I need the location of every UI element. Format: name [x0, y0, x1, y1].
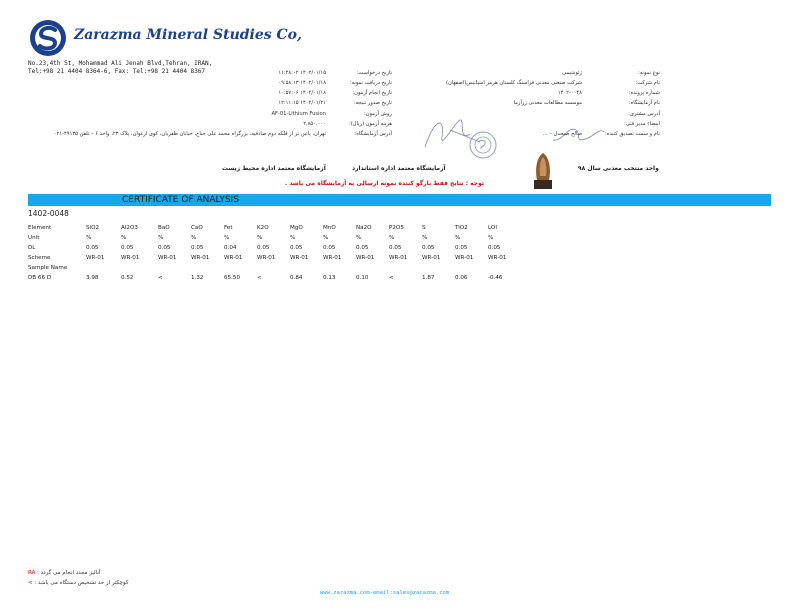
table-cell: % [191, 235, 197, 241]
info-value: ژئوشیمی [562, 70, 582, 76]
table-cell: WR-01 [356, 255, 375, 261]
info-label: امضاء مدیر فنی: [624, 121, 660, 127]
info-label: آدرس مشتری: [628, 111, 660, 117]
table-cell: 0.06 [455, 275, 468, 281]
report-number: 1402-0048 [28, 209, 69, 218]
company-phone: Tel:+98 21 4404 8364-6, Fax: Tel:+98 21 4404 8367 [28, 68, 206, 75]
table-cell: MnO [323, 225, 336, 231]
sample-row [28, 274, 548, 283]
table-cell: % [121, 235, 127, 241]
info-label: آدرس آزمایشگاه: [354, 131, 392, 137]
table-cell: WR-01 [422, 255, 441, 261]
info-label: نام و سمت تصدیق کننده: [604, 131, 660, 137]
info-value: ۱۴۰۲/۰۱/۱۸ ۰۹:۵۸:۱۳ [278, 80, 326, 86]
info-value: ۱۴۰۲-۰۰۴۸ [557, 90, 582, 96]
table-cell: 0.05 [488, 245, 501, 251]
table-cell: 0.84 [290, 275, 303, 281]
table-cell: 0.05 [290, 245, 303, 251]
table-cell: 0.05 [121, 245, 134, 251]
table-cell: 0.05 [422, 245, 435, 251]
table-cell: 0.05 [257, 245, 270, 251]
table-cell: CaO [191, 225, 203, 231]
table-cell: 1.87 [422, 275, 435, 281]
info-label: نوع نمونه: [638, 70, 660, 76]
company-name: Zarazma Mineral Studies Co, [74, 27, 302, 43]
info-label: تاریخ انجام آزمون: [352, 90, 392, 96]
trophy-icon [530, 150, 556, 190]
table-cell: % [455, 235, 461, 241]
notice-text: توجه : نتایج فقط بازگو کننده نمونه ارسالی به آزمایشگاه می باشد . [285, 180, 485, 187]
info-label: شماره پرونده: [628, 90, 660, 96]
table-cell: WR-01 [389, 255, 408, 261]
row-label: Scheme [28, 255, 51, 261]
info-value: AF-01-Lithium Fusion [271, 111, 326, 117]
company-address: No.23,4th St, Mohammad Ali Jenah Blvd,Tehran, IRAN, [28, 60, 213, 67]
info-label: روش آزمون: [364, 111, 392, 117]
table-cell: < [389, 275, 394, 281]
table-cell: WR-01 [224, 255, 243, 261]
table-cell: WR-01 [323, 255, 342, 261]
row-label: DB 66 D [28, 275, 52, 281]
scheme-row [28, 254, 548, 263]
table-cell: WR-01 [257, 255, 276, 261]
row-label: DL [28, 245, 36, 251]
table-cell: 0.05 [158, 245, 171, 251]
table-cell: 0.05 [389, 245, 402, 251]
info-value: ۲,۸۵۰,۰۰۰ [303, 121, 326, 127]
table-cell: K2O [257, 225, 269, 231]
table-cell: SiO2 [86, 225, 100, 231]
table-cell: Na2O [356, 225, 372, 231]
table-cell: 0.05 [356, 245, 369, 251]
dl-row [28, 244, 548, 253]
table-cell: MgO [290, 225, 303, 231]
table-cell: TiO2 [455, 225, 468, 231]
info-value: ۱۴۰۲/۰۱/۱۸ ۱۰:۵۷:۰۶ [278, 90, 326, 96]
table-cell: % [389, 235, 395, 241]
info-label: تاریخ صدور نتیجه: [353, 100, 392, 106]
table-cell: 1.32 [191, 275, 204, 281]
info-label: هزینه آزمون (ریال): [349, 121, 392, 127]
unit-row [28, 234, 548, 243]
table-cell: 0.04 [224, 245, 237, 251]
info-label: نام شرکت: [635, 80, 660, 86]
info-label: تاریخ دریافت نمونه: [349, 80, 392, 86]
legend-text: آنالیز مجدد انجام می گردد [40, 570, 101, 576]
legend-text: کوچکتر از حد تشخیص دستگاه می باشد [37, 580, 129, 586]
company-logo [28, 18, 68, 58]
table-cell: LOI [488, 225, 497, 231]
table-cell: % [323, 235, 329, 241]
sample-name-row [28, 264, 548, 273]
legend-less-than [28, 580, 128, 586]
table-cell: 3.98 [86, 275, 99, 281]
table-cell: % [422, 235, 428, 241]
table-cell: WR-01 [290, 255, 309, 261]
table-cell: % [488, 235, 494, 241]
certificate-title: CERTIFICATE OF ANALYSIS [122, 195, 239, 205]
lab-environment-title: آزمایشگاه معتمد اداره محیط زیست [222, 165, 326, 172]
table-cell: 0.05 [323, 245, 336, 251]
table-cell: Fet [224, 225, 233, 231]
row-label: Element [28, 225, 52, 231]
table-cell: 0.13 [323, 275, 336, 281]
lab-standard-title: آزمایشگاه معتمد اداره استاندارد [352, 165, 446, 172]
table-cell: WR-01 [121, 255, 140, 261]
table-cell: WR-01 [488, 255, 507, 261]
info-value: تهران، پائین تر از فلکه دوم صادقیه، بزرگراه محمد علی جناح، خیابان ظفریان، کوی ارغوان، پلاک ۲۳، واحد ۶ – تلفن ۴۹۱۳۵-۰۲۱ [53, 131, 326, 137]
table-cell: 0.05 [86, 245, 99, 251]
stamp [468, 130, 498, 160]
table-cell: S [422, 225, 426, 231]
info-label: نام آزمایشگاه: [628, 100, 660, 106]
table-cell: WR-01 [86, 255, 105, 261]
info-value: شرکت صنعتی معدنی فراسنگ کلستان هرمز اسپاتیس(اصفهان) [445, 80, 582, 86]
legend-code: < : [28, 580, 37, 586]
verifier-signature [548, 120, 608, 148]
info-value: ۱۴۰۲/۰۱/۱۵ ۱۱:۴۸:۰۲ [278, 70, 326, 76]
table-cell: 0.52 [121, 275, 134, 281]
legend-code: RA : [28, 570, 39, 576]
info-label: تاریخ درخواست: [356, 70, 392, 76]
table-cell: % [290, 235, 296, 241]
info-value: ۱۴۰۲/۰۱/۲۱ ۱۲:۱۱:۱۵ [278, 100, 326, 106]
footer-contact: www.zarazma.com-email:sales@zarazma.com [320, 590, 450, 596]
table-cell: 0.05 [455, 245, 468, 251]
legend-ra [28, 570, 100, 576]
table-cell: 0.10 [356, 275, 369, 281]
table-cell: % [158, 235, 164, 241]
table-cell: % [257, 235, 263, 241]
table-cell: % [224, 235, 230, 241]
table-cell: % [86, 235, 92, 241]
lab-award-title: واحد منتخب معدنی سال ۹۸ [578, 165, 659, 172]
table-cell: -0.46 [488, 275, 503, 281]
table-cell: 65.50 [224, 275, 241, 281]
table-cell: % [356, 235, 362, 241]
info-value: موسسه مطالعات معدنی زرآزما [513, 100, 582, 106]
table-cell: WR-01 [158, 255, 177, 261]
element-row [28, 224, 548, 233]
table-cell: < [158, 275, 163, 281]
table-cell: BaO [158, 225, 170, 231]
table-cell: Al2O3 [121, 225, 138, 231]
table-cell: < [257, 275, 262, 281]
info-value: صالح صیحدل – ... [542, 131, 582, 137]
table-cell: WR-01 [191, 255, 210, 261]
row-label: Sample Name [28, 265, 68, 271]
table-cell: 0.05 [191, 245, 204, 251]
table-cell: WR-01 [455, 255, 474, 261]
row-label: Unit [28, 235, 40, 241]
table-cell: P2O5 [389, 225, 404, 231]
